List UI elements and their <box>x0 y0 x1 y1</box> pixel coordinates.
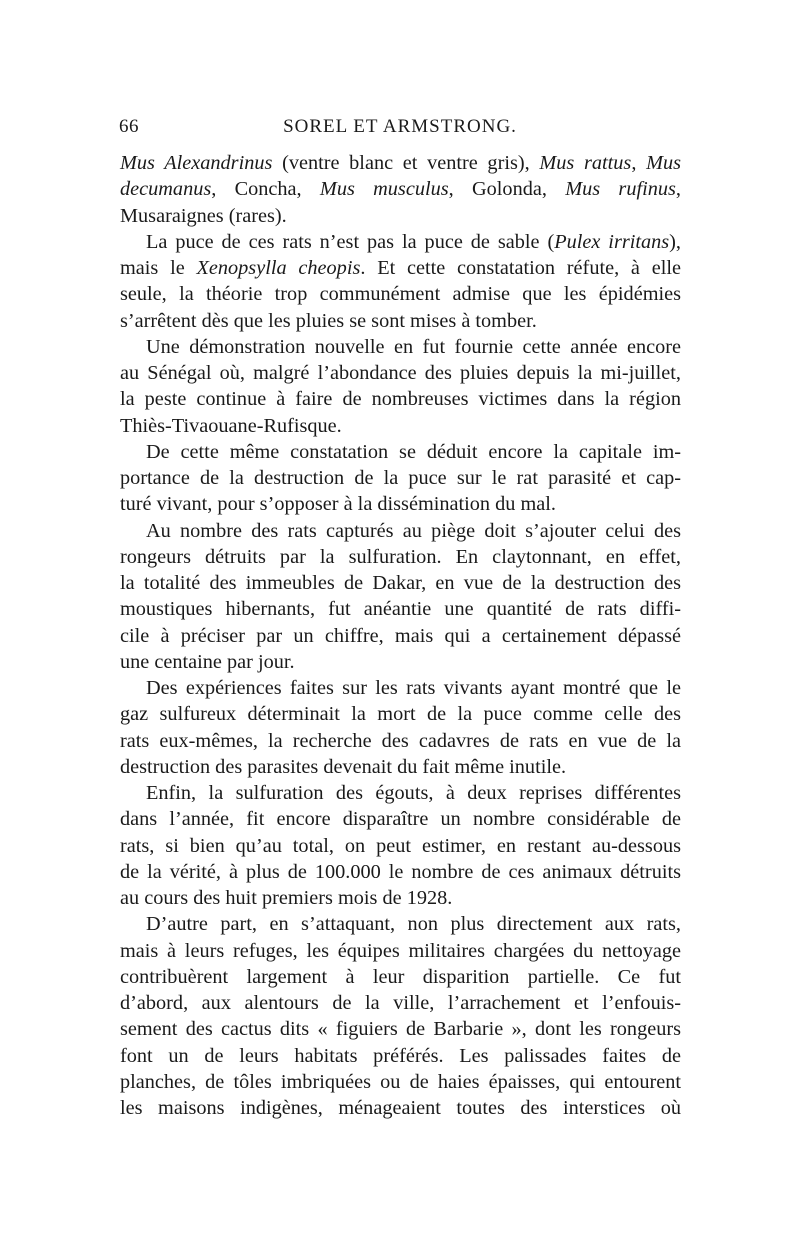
text-line: La puce de ces rats n’est pas la puce de sable (Pulex irritans), <box>146 230 681 253</box>
text-line: de la vérité, à plus de 100.000 le nombre de ces animaux détruits <box>120 860 681 883</box>
page-number: 66 <box>119 116 139 137</box>
paragraph <box>120 334 681 439</box>
text-line: D’autre part, en s’attaquant, non plus directement aux rats, <box>146 913 681 936</box>
paragraph <box>120 229 681 334</box>
text-line: De cette même constatation se déduit encore la capitale im- <box>146 440 681 463</box>
paragraph <box>120 911 681 1121</box>
text-line: rongeurs détruits par la sulfuration. En claytonnant, en effet, <box>120 545 681 568</box>
running-title: SOREL ET ARMSTRONG. <box>283 116 517 137</box>
text-line: decumanus, Concha, Mus musculus, Golonda, Mus rufinus, <box>120 178 681 201</box>
text-line: s’arrêtent dès que les pluies se sont mises à tomber. <box>120 309 537 332</box>
paragraph <box>120 439 681 518</box>
text-line: turé vivant, pour s’opposer à la dissémination du mal. <box>120 493 556 516</box>
text-line: la totalité des immeubles de Dakar, en vue de la destruction des <box>120 572 681 594</box>
text-line: gaz sulfureux déterminait la mort de la puce comme celle des <box>120 703 681 726</box>
text-line: Thiès-Tivaouane-Rufisque. <box>120 414 342 437</box>
text-line: planches, de tôles imbriquées ou de haies épaisses, qui entourent <box>120 1070 681 1093</box>
text-line: moustiques hibernants, fut anéantie une quantité de rats diffi- <box>120 598 681 621</box>
text-line: Des expériences faites sur les rats vivants ayant montré que le <box>146 677 681 699</box>
text-line: font un de leurs habitats préférés. Les palissades faites de <box>120 1044 681 1067</box>
text-line: la peste continue à faire de nombreuses victimes dans la région <box>120 388 681 411</box>
text-line: rats, si bien qu’au total, on peut estimer, en restant au-dessous <box>120 834 681 857</box>
text-line: seule, la théorie trop communément admise que les épidémies <box>120 283 681 306</box>
text-line: une centaine par jour. <box>120 650 295 673</box>
paragraph <box>120 518 681 676</box>
text-line: destruction des parasites devenait du fait même inutile. <box>120 755 567 778</box>
text-line: sement des cactus dits « figuiers de Barbarie », dont les rongeurs <box>120 1018 681 1041</box>
text-line: mais à leurs refuges, les équipes militaires chargées du nettoyage <box>120 939 681 962</box>
text-line: au cours des huit premiers mois de 1928. <box>120 887 453 909</box>
paragraph <box>120 150 681 229</box>
body-text <box>120 150 681 1121</box>
text-line: contribuèrent largement à leur disparition partielle. Ce fut <box>120 965 681 988</box>
text-line: Mus Alexandrinus (ventre blanc et ventre gris), Mus rattus, Mus <box>120 152 681 174</box>
text-line: d’abord, aux alentours de la ville, l’arrachement et l’enfouis- <box>120 992 681 1014</box>
text-line: cile à préciser par un chiffre, mais qui a certainement dépassé <box>120 624 681 647</box>
text-line: les maisons indigènes, ménageaient toutes des interstices où <box>120 1097 681 1119</box>
text-line: dans l’année, fit encore disparaître un nombre considérable de <box>120 808 681 831</box>
text-line: mais le Xenopsylla cheopis. Et cette constatation réfute, à elle <box>120 257 681 279</box>
text-line: portance de la destruction de la puce sur le rat parasité et cap- <box>120 467 681 489</box>
text-line: Une démonstration nouvelle en fut fournie cette année encore <box>146 335 681 358</box>
paragraph <box>120 780 681 911</box>
running-header <box>119 116 681 144</box>
text-line: au Sénégal où, malgré l’abondance des pluies depuis la mi-juillet, <box>120 362 681 384</box>
text-line: rats eux-mêmes, la recherche des cadavres de rats en vue de la <box>120 729 681 752</box>
text-line: Au nombre des rats capturés au piège doit s’ajouter celui des <box>146 519 681 542</box>
paragraph <box>120 675 681 780</box>
text-line: Enfin, la sulfuration des égouts, à deux reprises différentes <box>146 782 681 804</box>
text-line: Musaraignes (rares). <box>120 204 287 227</box>
